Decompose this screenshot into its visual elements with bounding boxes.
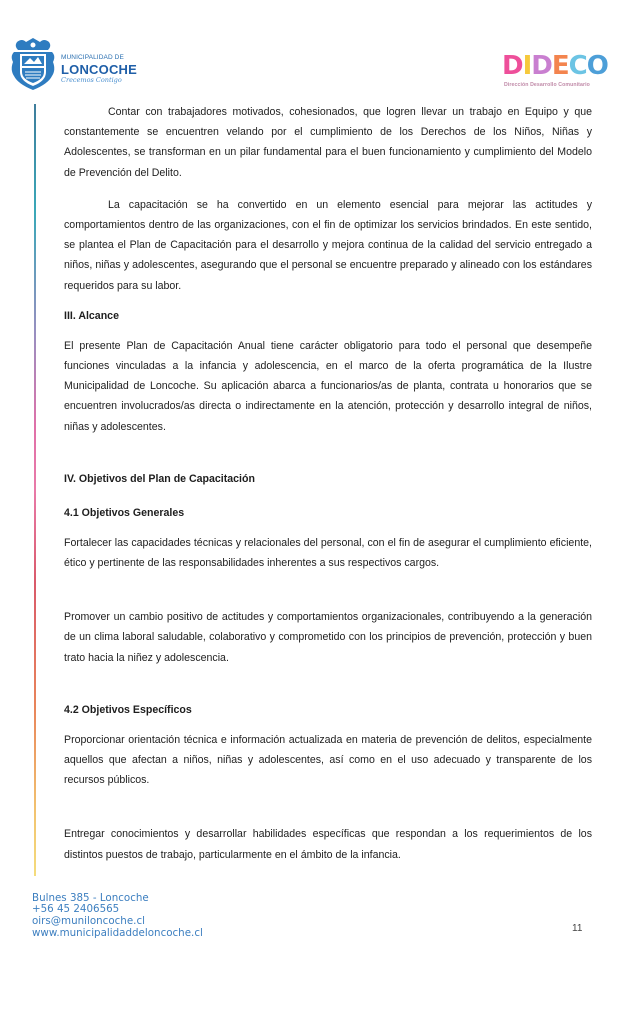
dideco-logo: [502, 53, 612, 91]
dideco-letter: E: [551, 51, 569, 81]
general-objective-item: Promover un cambio positivo de actitudes y comportamientos organizacionales, contribuyendo a la generación de un clima laboral saludable, colaborativo y comprometido con los principios de prevención, protección y buen trato hacia la niñez y adolescencia.: [64, 611, 592, 664]
footer-contact: [32, 893, 203, 939]
side-gradient-rule: [34, 104, 36, 876]
dideco-letter: O: [586, 51, 608, 81]
section-scope-heading: III. Alcance: [64, 309, 119, 322]
general-objective-item: Fortalecer las capacidades técnicas y relacionales del personal, con el fin de asegurar el cumplimiento eficiente, ético y pertinente de las responsabilidades inherentes a sus respectivos cargos.: [64, 536, 592, 570]
municipality-slogan: Crecemos Contigo: [61, 75, 122, 84]
footer-website[interactable]: www.municipalidaddeloncoche.cl: [32, 926, 203, 939]
specific-objective-item: Proporcionar orientación técnica e información actualizada en materia de prevención de delitos, especialmente aquellos que afectan a niños, niñas y adolescentes, así como en el uso adecuado y transparente de los recursos públicos.: [64, 733, 592, 787]
municipality-label: MUNICIPALIDAD DE: [61, 54, 124, 61]
footer-phone: +56 45 2406565: [32, 903, 120, 916]
dideco-letter: I: [522, 51, 532, 81]
page-header: [0, 0, 622, 100]
page-footer: [0, 893, 622, 993]
dideco-letter: D: [502, 51, 523, 81]
specific-objective-item: Entregar conocimientos y desarrollar habilidades específicas que respondan a los requerimientos de los distintos puestos de trabajo, particularmente en el ámbito de la infancia.: [64, 828, 592, 861]
dideco-letter: C: [568, 51, 587, 81]
training-paragraph: La capacitación se ha convertido en un elemento esencial para mejorar las actitudes y comportamientos dentro de las organizaciones, con el fin de optimizar los servicios brindados. En este sentido, se plantea el Plan de Capacitación para el desarrollo y mejora continua de la calidad del servicio entregado a niños, niñas y adolescentes, asegurando que el personal se encuentre preparado y alineado con los estándares requeridos para su labor.: [64, 198, 592, 292]
municipality-name: LONCOCHE: [61, 61, 137, 77]
dideco-letters: [502, 53, 612, 79]
intro-paragraph: Contar con trabajadores motivados, cohesionados, que logren llevar un trabajo en Equipo y que constantemente se encuentren velando por el cumplimiento de los Derechos de los Niños, Niñas y Adolescentes, se transforman en un pilar fundamental para el buen funcionamiento y cumplimiento del Modelo de Prevención del Delito.: [64, 106, 592, 179]
dideco-letter: D: [531, 51, 552, 81]
section-scope-paragraph: El presente Plan de Capacitación Anual tiene carácter obligatorio para todo el personal que desempeñe funciones vinculadas a la infancia y adolescencia, en el marco de la oferta programática de la Ilustre Municipalidad de Loncoche. Su aplicación abarca a funcionarios/as de planta, contrata u honorarios que se encuentren involucrados/as directa o indirectamente en la atención, protección y desarrollo integral de niños, niñas y adolescentes.: [64, 339, 592, 433]
specific-objectives-heading: 4.2 Objetivos Específicos: [64, 703, 192, 716]
dideco-subtitle: Dirección Desarrollo Comunitario: [504, 82, 590, 88]
page-number: 11: [572, 922, 583, 934]
municipality-brand: [61, 55, 137, 83]
general-objectives-heading: 4.1 Objetivos Generales: [64, 506, 185, 519]
municipal-crest-logo: [8, 36, 58, 92]
document-body: [64, 100, 592, 865]
section-objectives-heading: IV. Objetivos del Plan de Capacitación: [64, 472, 255, 485]
footer-address: Bulnes 385 - Loncoche: [32, 891, 149, 904]
footer-email[interactable]: oirs@muniloncoche.cl: [32, 915, 145, 928]
